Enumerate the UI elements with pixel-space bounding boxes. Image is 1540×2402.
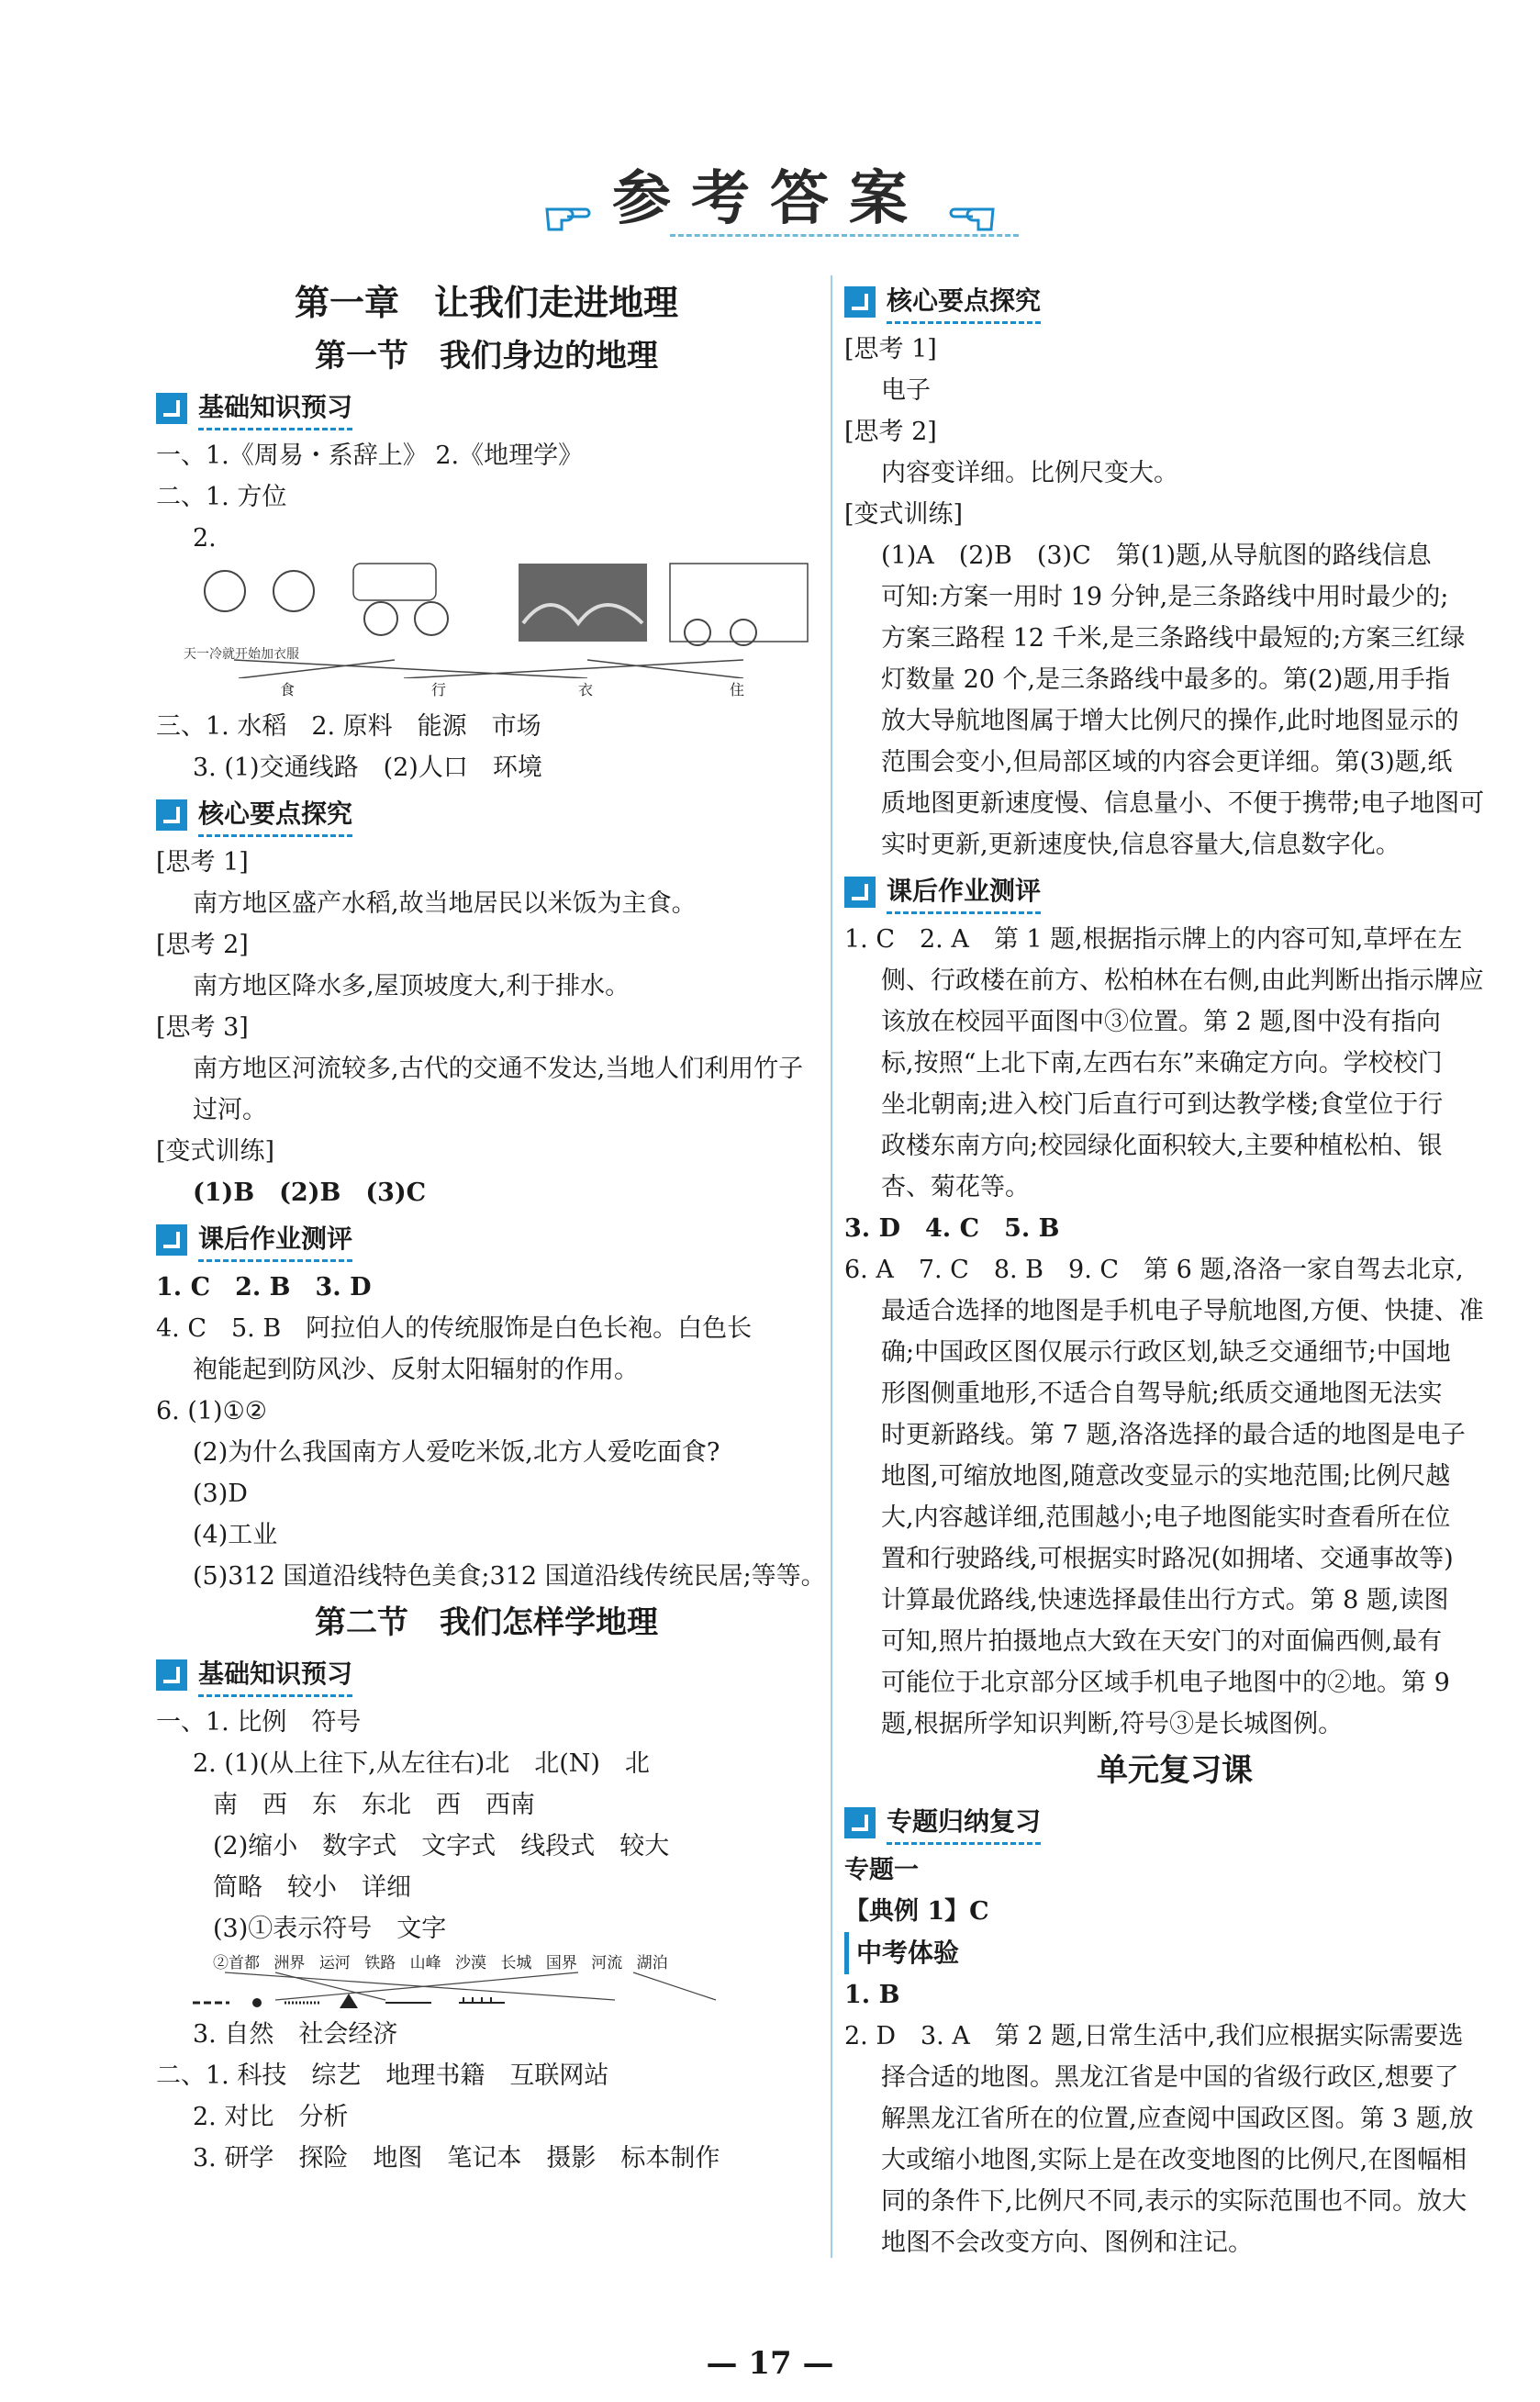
answer-line: 简略 较小 详细: [213, 1873, 411, 1902]
answer-line: 确;中国政区图仅展示行政区划,缺乏交通细节;中国地: [881, 1338, 1451, 1367]
variant-label: [变式训练]: [844, 500, 964, 529]
answer-line: 可知,照片拍摄地点大致在天安门的对面偏西侧,最有: [881, 1627, 1443, 1656]
answer-line: 大或缩小地图,实际上是在改变地图的比例尺,在图幅相: [881, 2146, 1467, 2174]
answer-line: 范围会变小,但局部区域的内容会更详细。第(3)题,纸: [881, 748, 1453, 776]
answer-line: 过河。: [193, 1096, 267, 1124]
answer-line: (2)为什么我国南方人爱吃米饭,北方人爱吃面食?: [193, 1438, 720, 1467]
unit-review-heading: 单元复习课: [1097, 1752, 1253, 1789]
answer-line: 6. A 7. C 8. B 9. C 第 6 题,洛洛一家自驾去北京,: [844, 1256, 1464, 1284]
answer-line: 6. (1)①②: [156, 1397, 267, 1425]
page-title: [0, 151, 1540, 236]
answer-line: (3)①表示符号 文字: [213, 1915, 447, 1943]
answer-line: 二、1. 方位: [156, 483, 287, 511]
pointing-hand-right-icon: [543, 195, 591, 235]
answer-line: 方案三路程 12 千米,是三条路线中最短的;方案三红绿: [881, 624, 1466, 653]
section-label-core: 核心要点探究: [844, 279, 1505, 325]
section-label-homework: 课后作业测评: [156, 1217, 817, 1263]
pointing-hand-left-icon: [949, 195, 997, 235]
section-label-basic: 基础知识预习: [156, 1652, 817, 1698]
answer-line: 一、1.《周易・系辞上》 2.《地理学》: [156, 441, 584, 470]
matching-figure: [156, 559, 817, 678]
answer-line: 2. (1)(从上往下,从左往右)北 北(N) 北: [193, 1749, 650, 1778]
answer-line: 题,根据所学知识判断,符号③是长城图例。: [881, 1710, 1344, 1738]
figure-caption: 天一冷就开始加衣服: [184, 647, 299, 662]
think-label: [思考 3]: [156, 1013, 249, 1042]
answer-line: 择合适的地图。黑龙江省是中国的省级行政区,想要了: [881, 2063, 1459, 2092]
matching-illustration: [156, 559, 817, 678]
section-label-topic: 专题归纳复习: [844, 1800, 1505, 1846]
answer-line: 袍能起到防风沙、反射太阳辐射的作用。: [193, 1356, 639, 1384]
answer-line: 二、1. 科技 综艺 地理书籍 互联网站: [156, 2061, 609, 2090]
answer-line: 3. 研学 探险 地图 笔记本 摄影 标本制作: [193, 2144, 720, 2173]
answer-line: 4. C 5. B 阿拉伯人的传统服饰是白色长袍。白色长: [156, 1314, 753, 1343]
section-label-basic: 基础知识预习: [156, 385, 817, 431]
title-text: 参考答案: [612, 165, 928, 233]
example-label: 【典例 1】C: [844, 1897, 989, 1926]
answer-line: 3. 自然 社会经济: [193, 2020, 398, 2049]
title-underline: [670, 234, 1019, 237]
answer-line: 南方地区降水多,屋顶坡度大,利于排水。: [193, 972, 631, 1000]
think-label: [思考 1]: [844, 335, 937, 363]
think-label: [思考 2]: [844, 418, 937, 446]
answer-line: 南 西 东 东北 西 西南: [213, 1791, 535, 1819]
answer-line: 1. B: [844, 1981, 900, 2009]
answer-line: 解黑龙江省所在的位置,应查阅中国政区图。第 3 题,放: [881, 2105, 1474, 2133]
answer-line: 放大导航地图属于增大比例尺的操作,此时地图显示的: [881, 707, 1459, 735]
answer-line: 南方地区盛产水稻,故当地居民以米饭为主食。: [193, 889, 697, 918]
topic-label: 专题一: [844, 1856, 919, 1884]
answer-line: 坐北朝南;进入校门后直行可到达教学楼;食堂位于行: [881, 1090, 1444, 1119]
answer-line: 政楼东南方向;校园绿化面积较大,主要种植松柏、银: [881, 1132, 1443, 1160]
answer-line: 该放在校园平面图中③位置。第 2 题,图中没有指向: [881, 1008, 1441, 1036]
answer-line: 可知:方案一用时 19 分钟,是三条路线中用时最少的;: [881, 583, 1449, 611]
answer-line: 灯数量 20 个,是三条路线中最多的。第(2)题,用手指: [881, 665, 1450, 694]
answer-line: 实时更新,更新速度快,信息容量大,信息数字化。: [881, 831, 1401, 859]
think-label: [思考 2]: [156, 931, 249, 959]
arrow-box-icon: [156, 799, 187, 831]
figure-labels: 食 行 衣 住: [280, 681, 745, 698]
answer-line: 侧、行政楼在前方、松柏林在右侧,由此判断出指示牌应: [881, 966, 1484, 995]
answer-line: 2. 对比 分析: [193, 2103, 349, 2131]
section-label-core: 核心要点探究: [156, 792, 817, 838]
arrow-box-icon: [156, 1224, 187, 1256]
answer-line: (4)工业: [193, 1521, 278, 1549]
answer-line: 可能位于北京部分区域手机电子地图中的②地。第 9: [881, 1669, 1450, 1697]
answer-line: 大,内容越详细,范围越小;电子地图能实时查看所在位: [881, 1503, 1451, 1532]
chapter-heading: 第一章 让我们走进地理: [294, 283, 678, 323]
answer-line: 形图侧重地形,不适合自驾导航;纸质交通地图无法实: [881, 1380, 1443, 1408]
answer-line: 南方地区河流较多,古代的交通不发达,当地人们利用竹子: [193, 1055, 804, 1083]
answer-line: (1)A (2)B (3)C 第(1)题,从导航图的路线信息: [881, 542, 1432, 570]
section-label-homework: 课后作业测评: [844, 869, 1505, 915]
legend-labels: ②首都 洲界 运河 铁路 山峰 沙漠 长城 国界 河流 湖泊: [213, 1954, 668, 1972]
exam-experience-label: 中考体验: [844, 1932, 1505, 1974]
answer-line: 地图,可缩放地图,随意改变显示的实地范围;比例尺越: [881, 1462, 1451, 1491]
variant-label: [变式训练]: [156, 1137, 275, 1166]
arrow-box-icon: [844, 1807, 876, 1838]
right-column: [844, 275, 1505, 2263]
section-heading: 第二节 我们怎样学地理: [315, 1604, 658, 1641]
answer-line: 2. D 3. A 第 2 题,日常生活中,我们应根据实际需要选: [844, 2022, 1464, 2050]
arrow-box-icon: [844, 877, 876, 908]
arrow-box-icon: [156, 393, 187, 424]
answer-line: 标,按照“上北下南,左西右东”来确定方向。学校校门: [881, 1049, 1443, 1078]
section-heading: 第一节 我们身边的地理: [315, 338, 658, 374]
answer-line: 一、1. 比例 符号: [156, 1708, 362, 1737]
answer-line: 时更新路线。第 7 题,洛洛选择的最合适的地图是电子: [881, 1421, 1466, 1449]
answer-line: 地图不会改变方向、图例和注记。: [881, 2229, 1253, 2257]
answer-line: (5)312 国道沿线特色美食;312 国道沿线传统民居;等等。: [193, 1562, 826, 1591]
page-number: — 17 —: [706, 2345, 834, 2382]
column-divider: [831, 275, 832, 2258]
answer-line: 内容变详细。比例尺变大。: [881, 459, 1178, 487]
legend-matching-figure: [156, 1950, 817, 2014]
answer-line: 最适合选择的地图是手机电子导航地图,方便、快捷、准: [881, 1297, 1484, 1325]
answer-line: (1)B (2)B (3)C: [193, 1179, 427, 1207]
answer-line: (2)缩小 数字式 文字式 线段式 较大: [213, 1832, 670, 1860]
answer-line: 电子: [881, 376, 931, 405]
answer-line: 1. C 2. A 第 1 题,根据指示牌上的内容可知,草坪在左: [844, 925, 1463, 954]
answer-line: (3)D: [193, 1480, 248, 1508]
answer-line: 同的条件下,比例尺不同,表示的实际范围也不同。放大: [881, 2187, 1467, 2216]
answer-line: 置和行驶路线,可根据实时路况(如拥堵、交通事故等): [881, 1545, 1454, 1573]
answer-line: 杏、菊花等。: [881, 1173, 1030, 1201]
answer-line: 3. (1)交通线路 (2)人口 环境: [193, 754, 542, 782]
answer-line: 1. C 2. B 3. D: [156, 1273, 372, 1302]
arrow-box-icon: [844, 286, 876, 318]
answer-line: 质地图更新速度慢、信息量小、不便于携带;电子地图可: [881, 789, 1485, 818]
left-column: [156, 275, 826, 2179]
answer-line: 3. D 4. C 5. B: [844, 1214, 1060, 1243]
arrow-box-icon: [156, 1659, 187, 1691]
answer-line: 计算最优路线,快速选择最佳出行方式。第 8 题,读图: [881, 1586, 1449, 1614]
answer-line: 三、1. 水稻 2. 原料 能源 市场: [156, 712, 541, 741]
think-label: [思考 1]: [156, 848, 249, 877]
answer-line: 2.: [193, 524, 217, 553]
